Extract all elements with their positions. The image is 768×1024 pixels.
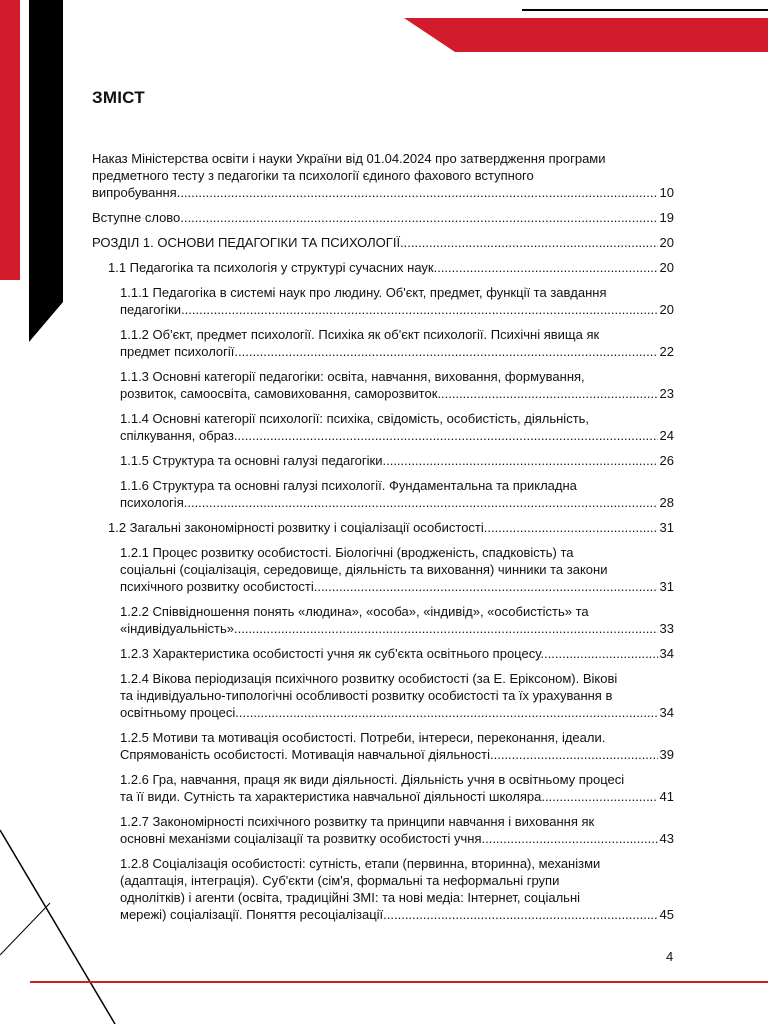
dot-leader: [545, 788, 658, 805]
toc-page-number: 24: [659, 428, 674, 443]
dot-leader: [317, 578, 657, 595]
toc-entry-text: Вступне слово: [92, 210, 181, 225]
toc-entry[interactable]: [120, 729, 674, 763]
dot-leader: [400, 234, 657, 251]
toc-entry-text: предмет психології.: [120, 344, 239, 359]
toc-page-number: 23: [659, 386, 674, 401]
dot-leader: [238, 343, 658, 360]
toc-entry-text: 1.1.5 Структура та основні галузі педагогіки.: [120, 453, 387, 468]
toc-entry[interactable]: [108, 259, 674, 276]
toc-entry-text: випробування: [92, 185, 177, 200]
dot-leader: [544, 645, 658, 662]
toc-entry-text: 1.1.3 Основні категорії педагогіки: освіта, навчання, виховання, формування,: [120, 369, 585, 384]
toc-entry[interactable]: [108, 519, 674, 536]
toc-entry-text: 1.2.4 Вікова періодизація психічного розвитку особистості (за Е. Еріксоном). Вікові: [120, 671, 618, 686]
toc-entry[interactable]: [120, 771, 674, 805]
black-vertical-band: [29, 0, 63, 342]
toc-page-number: 19: [659, 210, 674, 225]
toc-entry-text: 1.2.5 Мотиви та мотивація особистості. Потреби, інтереси, переконання, ідеали.: [120, 730, 606, 745]
dot-leader: [434, 259, 658, 276]
toc-entry[interactable]: [92, 150, 674, 201]
dot-leader: [238, 427, 658, 444]
toc-page-number: 34: [659, 705, 674, 720]
red-top-banner: [404, 18, 768, 52]
toc-entry[interactable]: [120, 855, 674, 923]
red-vertical-stripe: [0, 0, 20, 280]
toc-page-number: 43: [659, 831, 674, 846]
toc-entry-text: розвиток, самоосвіта, самовиховання, саморозвиток.: [120, 386, 442, 401]
dot-leader: [180, 209, 657, 226]
toc-entry-text: психологія.: [120, 495, 188, 510]
toc-entry[interactable]: [120, 410, 674, 444]
toc-entry[interactable]: [120, 284, 674, 318]
toc-page-number: 39: [659, 747, 674, 762]
toc-page-number: 34: [659, 646, 674, 661]
toc-entry-text: 1.2.8 Соціалізація особистості: сутність, етапи (первинна, вторинна), механізми: [120, 856, 601, 871]
toc-entry-text: 1.1.2 Об'єкт, предмет психології. Психіка як об'єкт психології. Психічні явища як: [120, 327, 600, 342]
diagonal-line-short: [0, 903, 50, 955]
toc-entry-text: 1.2.1 Процес розвитку особистості. Біологічні (вродженість, спадковість) та: [120, 545, 574, 560]
toc-entry-text: 1.2.3 Характеристика особистості учня як суб'єкта освітнього процесу.: [120, 646, 545, 661]
toc-entry-text: та індивідуально-типологічні особливості розвитку особистості та їх урахування в: [120, 688, 613, 703]
toc-entry[interactable]: [120, 452, 674, 469]
toc-entry[interactable]: [120, 326, 674, 360]
toc-entry[interactable]: [120, 813, 674, 847]
toc-entry-text: «індивідуальність».: [120, 621, 238, 636]
toc-entry-text: Спрямованість особистості. Мотивація навчальної діяльності.: [120, 747, 494, 762]
toc-entry-text: предметного тесту з педагогіки та психології єдиного фахового вступного: [92, 168, 534, 183]
toc-entry-text: РОЗДІЛ 1. ОСНОВИ ПЕДАГОГІКИ ТА ПСИХОЛОГІЇ: [92, 235, 401, 250]
dot-leader: [485, 830, 657, 847]
toc-page-number: 26: [659, 453, 674, 468]
dot-leader: [239, 704, 658, 721]
toc-page-number: 20: [659, 302, 674, 317]
dot-leader: [386, 452, 657, 469]
toc-entry[interactable]: [120, 645, 674, 662]
toc-entry-text: 1.1.1 Педагогіка в системі наук про людину. Об'єкт, предмет, функції та завдання: [120, 285, 607, 300]
toc-entry-text: 1.1.4 Основні категорії психології: психіка, свідомість, особистість, діяльність,: [120, 411, 590, 426]
toc-entry-text: мережі) соціалізації. Поняття ресоціалізації.: [120, 907, 387, 922]
page-number: 4: [666, 949, 674, 964]
toc-entry-text: педагогіки: [120, 302, 182, 317]
dot-leader: [181, 301, 657, 318]
dot-leader: [494, 746, 658, 763]
toc-entry-text: спілкування, образ.: [120, 428, 238, 443]
toc-entry-text: соціальні (соціалізація, середовище, діяльність та виховання) чинники та закони: [120, 562, 608, 577]
toc-entry-text: 1.2.7 Закономірності психічного розвитку та принципи навчання і виховання як: [120, 814, 595, 829]
toc-page-number: 22: [659, 344, 674, 359]
toc-page-number: 33: [659, 621, 674, 636]
toc-page-number: 41: [659, 789, 674, 804]
toc-entry[interactable]: [120, 477, 674, 511]
dot-leader: [441, 385, 658, 402]
toc-entry-text: основні механізми соціалізації та розвитку особистості учня.: [120, 831, 486, 846]
toc-entry[interactable]: [120, 670, 674, 721]
dot-leader: [387, 906, 658, 923]
toc-entry-text: психічного розвитку особистості.: [120, 579, 318, 594]
toc-page-number: 28: [659, 495, 674, 510]
toc-entry[interactable]: [120, 368, 674, 402]
toc-entry-text: Наказ Міністерства освіти і науки України від 01.04.2024 про затвердження програми: [92, 151, 606, 166]
toc-page-number: 45: [659, 907, 674, 922]
toc-entry[interactable]: [92, 209, 674, 226]
toc-entry-text: та її види. Сутність та характеристика навчальної діяльності школяра.: [120, 789, 545, 804]
toc-page-number: 20: [659, 260, 674, 275]
dot-leader: [187, 494, 657, 511]
dot-leader: [484, 519, 658, 536]
toc-page-number: 31: [659, 520, 674, 535]
dot-leader: [238, 620, 658, 637]
table-of-contents: [92, 150, 674, 931]
toc-entry-text: (адаптація, інтеграція). Суб'єкти (сім'я, формальні та неформальні групи: [120, 873, 560, 888]
toc-entry-text: 1.1.6 Структура та основні галузі психології. Фундаментальна та прикладна: [120, 478, 577, 493]
toc-entry-text: освітньому процесі.: [120, 705, 239, 720]
toc-entry[interactable]: [92, 234, 674, 251]
toc-page-number: 20: [659, 235, 674, 250]
toc-page-number: 31: [659, 579, 674, 594]
toc-entry[interactable]: [120, 544, 674, 595]
dot-leader: [177, 184, 658, 201]
toc-entry-text: 1.1 Педагогіка та психологія у структурі сучасних наук: [108, 260, 434, 275]
toc-entry-text: 1.2.6 Гра, навчання, праця як види діяльності. Діяльність учня в освітньому процесі: [120, 772, 625, 787]
toc-entry-text: однолітків) і агенти (освіта, традиційні ЗМІ: та нові медіа: Інтернет, соціальні: [120, 890, 581, 905]
toc-entry-text: 1.2 Загальні закономірності розвитку і соціалізації особистості: [108, 520, 484, 535]
toc-entry[interactable]: [120, 603, 674, 637]
toc-page-number: 10: [659, 185, 674, 200]
toc-entry-text: 1.2.2 Співвідношення понять «людина», «особа», «індивід», «особистість» та: [120, 604, 589, 619]
page-title: ЗМІСТ: [92, 88, 145, 107]
